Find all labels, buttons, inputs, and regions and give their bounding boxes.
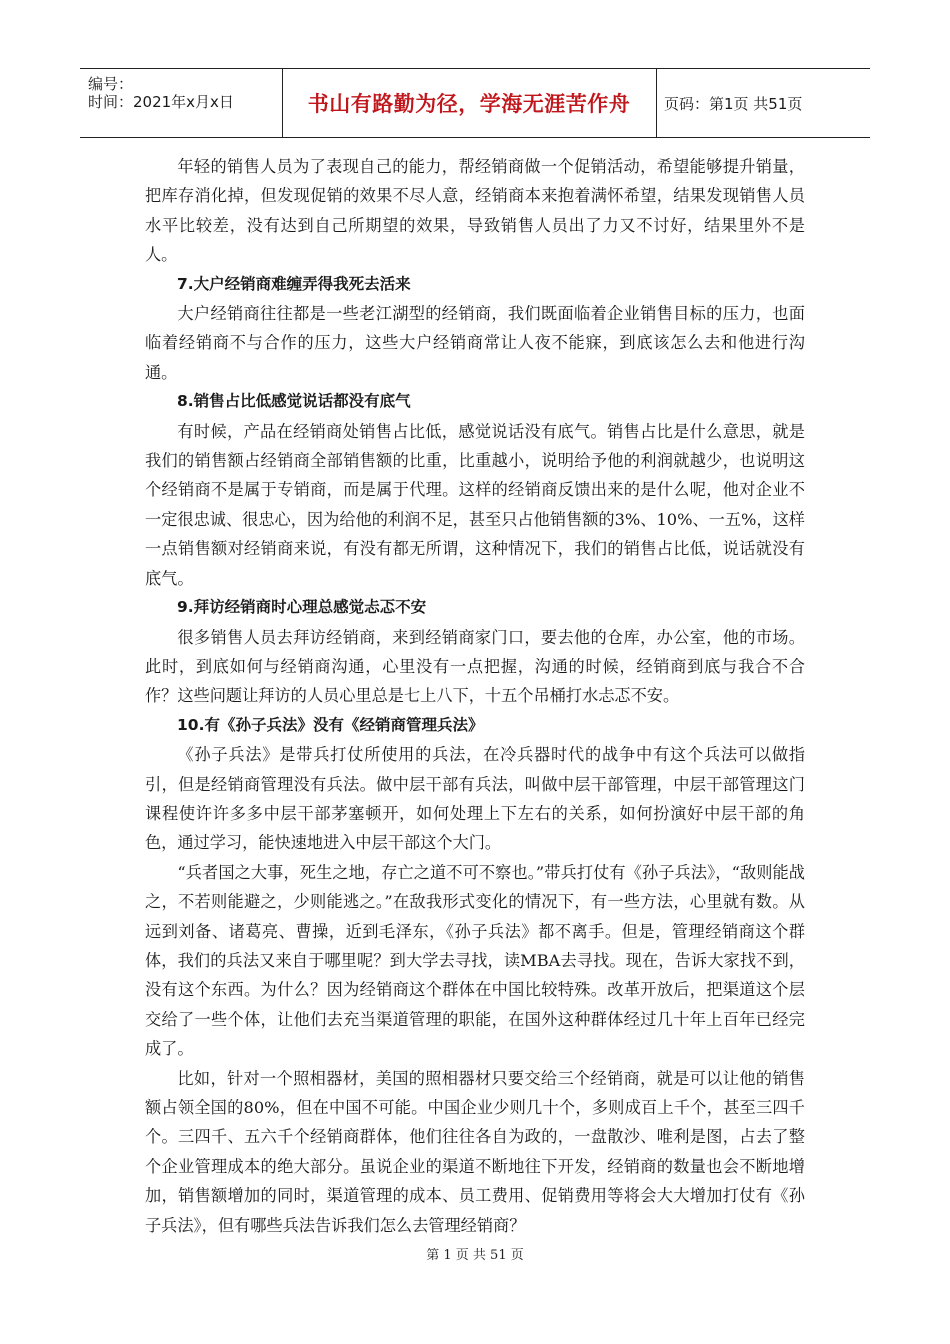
paragraph: 大户经销商往往都是一些老江湖型的经销商，我们既面临着企业销售目标的压力，也面临着经销商不与合作的压力，这些大户经销商常让人夜不能寐，到底该怎么去和他进行沟通。 [145,304,805,382]
section-heading: 9.拜访经销商时心理总感觉忐忑不安 [177,598,427,617]
section-heading: 8.销售占比低感觉说话都没有底气 [177,392,411,411]
page-header [80,68,870,138]
header-page-cell [656,69,870,137]
section-heading: 7.大户经销商难缠弄得我死去活来 [177,274,411,293]
header-page-info: 页码：第1页 共51页 [664,94,803,113]
paragraph: 《孙子兵法》是带兵打仗所使用的兵法，在冷兵器时代的战争中有这个兵法可以做指引，但是经销商管理没有兵法。做中层干部有兵法，叫做中层干部管理，中层干部管理这门课程使许许多多中层干部茅塞顿开，如何处理上下左右的关系，如何扮演好中层干部的角色，通过学习，能快速地进入中层干部这个大门。 [145,745,805,853]
header-motto-cell [282,69,657,137]
paragraph: 比如，针对一个照相器材，美国的照相器材只要交给三个经销商，就是可以让他的销售额占领全国的80%，但在中国不可能。中国企业少则几十个，多则成百上千个，甚至三四千个。三四千、五六千个经销商群体，他们往往各自为政的，一盘散沙、唯利是图，占去了整个企业管理成本的绝大部分。虽说企业的渠道不断地往下开发，经销商的数量也会不断地增加，销售额增加的同时，渠道管理的成本、员工费用、促销费用等将会大大增加打仗有《孙子兵法》，但有哪些兵法告诉我们怎么去管理经销商？ [145,1068,805,1235]
section-heading: 10.有《孙子兵法》没有《经销商管理兵法》 [177,715,484,734]
doc-date: 时间：2021年x月x日 [88,93,234,111]
document-body [145,152,805,1240]
page-footer: 第 1 页 共 51 页 [426,1248,524,1263]
paragraph: 有时候，产品在经销商处销售占比低，感觉说话没有底气。销售占比是什么意思，就是我们的销售额占经销商全部销售额的比重，比重越小，说明给予他的利润就越少，也说明这个经销商不是属于专销商，而是属于代理。这样的经销商反馈出来的是什么呢，他对企业不一定很忠诚、很忠心，因为给他的利润不足，甚至只占他销售额的3%、10%、一五%，这样一点销售额对经销商来说，有没有都无所谓，这种情况下，我们的销售占比低，说话就没有底气。 [145,421,805,588]
header-motto: 书山有路勤为径，学海无涯苦作舟 [307,92,631,116]
doc-number-label: 编号： [88,75,134,93]
paragraph: “兵者国之大事，死生之地，存亡之道不可不察也。”带兵打仗有《孙子兵法》，“敌则能战之，不若则能避之，少则能逃之。”在敌我形式变化的情况下，有一些方法，心里就有数。从远到刘备、诸葛亮、曹操，近到毛泽东，《孙子兵法》都不离手。但是，管理经销商这个群体，我们的兵法又来自于哪里呢？到大学去寻找，读MBA去寻找。现在，告诉大家找不到，没有这个东西。为什么？因为经销商这个群体在中国比较特殊。改革开放后，把渠道这个层交给了一些个体，让他们去充当渠道管理的职能，在国外这种群体经过几十年上百年已经完成了。 [145,862,805,1059]
paragraph: 很多销售人员去拜访经销商，来到经销商家门口，要去他的仓库，办公室，他的市场。此时，到底如何与经销商沟通，心里没有一点把握，沟通的时候，经销商到底与我合不合作？这些问题让拜访的人员心里总是七上八下，十五个吊桶打水忐忑不安。 [145,627,805,706]
paragraph: 年轻的销售人员为了表现自己的能力，帮经销商做一个促销活动，希望能够提升销量，把库存消化掉，但发现促销的效果不尽人意，经销商本来抱着满怀希望，结果发现销售人员水平比较差，没有达到自己所期望的效果，导致销售人员出了力又不讨好，结果里外不是人。 [145,157,805,265]
header-meta-cell [80,69,283,137]
